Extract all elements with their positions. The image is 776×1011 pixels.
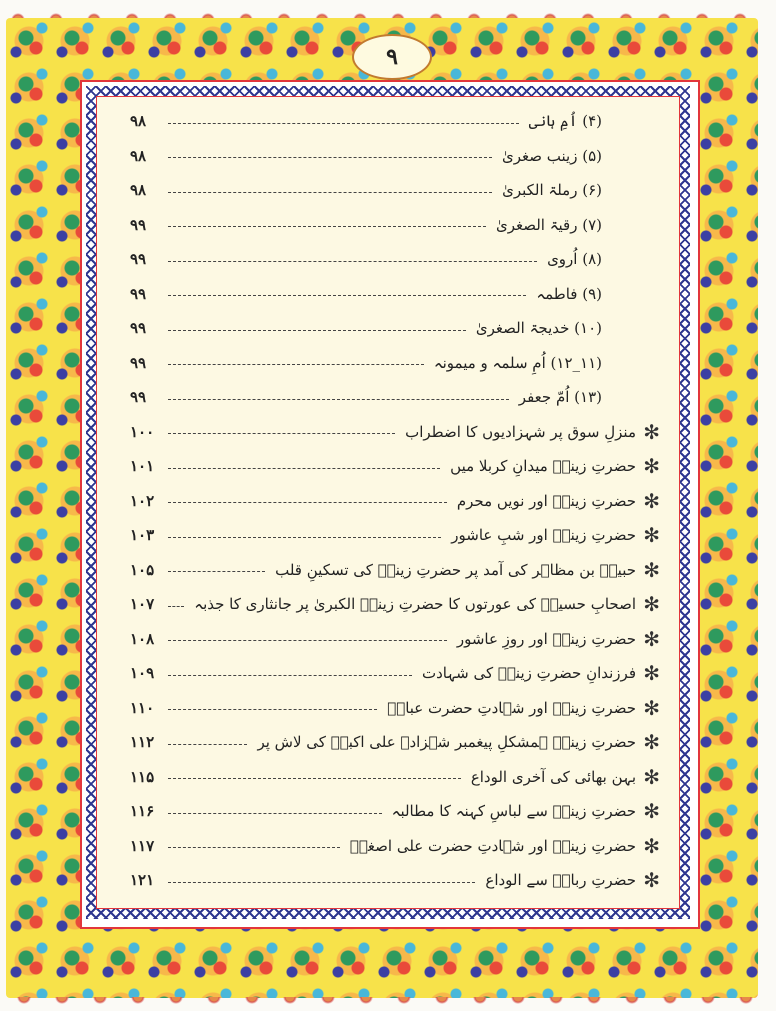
- toc-entry-title: منزلِ سوق پر شہزادیوں کا اضطراب: [405, 422, 636, 441]
- toc-entry-page: ۹۸: [130, 146, 147, 165]
- toc-entry[interactable]: [130, 794, 660, 829]
- dotted-leader: [168, 847, 340, 848]
- dotted-leader: [168, 330, 466, 331]
- toc-entry[interactable]: [130, 346, 660, 381]
- asterisk-bullet-icon: ✻: [643, 592, 660, 617]
- toc-entry[interactable]: [130, 760, 660, 795]
- dotted-leader: [168, 468, 440, 469]
- dotted-leader: [168, 882, 475, 883]
- toc-entry[interactable]: [130, 484, 660, 519]
- toc-entry-page: ۱۰۷: [130, 595, 155, 614]
- dotted-leader: [168, 640, 447, 641]
- toc-entry-title: حضرتِ زینبؑ ہمشکلِ پیغمبر شہزادہ علی اکبرؑ کی لاش پر: [257, 733, 636, 752]
- toc-entry-title: فرزندانِ حضرتِ زینبؑ کی شہادت: [422, 664, 636, 683]
- dotted-leader: [168, 399, 509, 400]
- toc-entry-page: ۱۲۱: [130, 871, 155, 890]
- dotted-leader: [168, 571, 265, 572]
- toc-entry-page: ۱۰۵: [130, 560, 155, 579]
- dotted-leader: [168, 502, 447, 503]
- toc-entry-page: ۹۸: [130, 181, 147, 200]
- dotted-leader: [168, 675, 412, 676]
- dotted-leader: [168, 813, 382, 814]
- toc-entry[interactable]: [130, 242, 660, 277]
- toc-entry-title: (۴) اُمِ ہانی: [528, 112, 602, 131]
- toc-entry-page: ۹۹: [130, 319, 147, 338]
- asterisk-bullet-icon: ✻: [643, 730, 660, 755]
- dotted-leader: [168, 606, 184, 607]
- toc-entry-page: ۹۹: [130, 353, 147, 372]
- dotted-leader: [168, 433, 395, 434]
- toc-entry-title: حضرتِ زینبؑ سے لباسِ کہنہ کا مطالبہ: [391, 802, 636, 821]
- toc-entry[interactable]: [130, 104, 660, 139]
- toc-entry-page: ۱۰۸: [130, 629, 155, 648]
- toc-entry-title: حضرتِ زینبؑ اور شہادتِ حضرت علی اصغرؑ: [349, 836, 636, 855]
- toc-entry[interactable]: [130, 449, 660, 484]
- dotted-leader: [168, 261, 537, 262]
- asterisk-bullet-icon: ✻: [643, 626, 660, 651]
- toc-entry[interactable]: [130, 380, 660, 415]
- asterisk-bullet-icon: ✻: [643, 764, 660, 789]
- toc-entry-page: ۹۹: [130, 388, 147, 407]
- toc-entry-title: (۱۰) خدیجۃ الصغریٰ: [475, 319, 602, 338]
- page-number-medallion: [352, 34, 432, 80]
- toc-entry-page: ۱۱۵: [130, 767, 155, 786]
- asterisk-bullet-icon: ✻: [643, 488, 660, 513]
- toc-entry-page: ۱۱۶: [130, 802, 155, 821]
- toc-entry[interactable]: [130, 863, 660, 898]
- toc-entry-title: (۷) رقیۃ الصغریٰ: [495, 215, 602, 234]
- toc-entry[interactable]: [130, 277, 660, 312]
- asterisk-bullet-icon: ✻: [643, 523, 660, 548]
- asterisk-bullet-icon: ✻: [643, 419, 660, 444]
- toc-entry-page: ۹۹: [130, 250, 147, 269]
- toc-entry-title: (۱۳) اُمّ جعفر: [518, 388, 602, 407]
- toc-entry-title: اصحابِ حسینؑ کی عورتوں کا حضرتِ زینبؑ الکبریٰ پر جانثاری کا جذبہ: [194, 595, 636, 614]
- table-of-contents: [130, 104, 660, 898]
- asterisk-bullet-icon: ✻: [643, 454, 660, 479]
- toc-entry-title: (۶) رملۃ الکبریٰ: [502, 181, 602, 200]
- toc-entry-page: ۱۱۲: [130, 733, 155, 752]
- asterisk-bullet-icon: ✻: [643, 661, 660, 686]
- toc-entry-page: ۹۹: [130, 215, 147, 234]
- toc-entry-page: ۹۹: [130, 284, 147, 303]
- toc-entry-page: ۱۰۹: [130, 664, 155, 683]
- toc-entry-title: حضرتِ زینبؑ اور روزِ عاشور: [456, 629, 636, 648]
- toc-entry[interactable]: [130, 829, 660, 864]
- toc-entry-title: حضرتِ ربابؑ سے الوداع: [485, 871, 636, 890]
- toc-entry-page: ۱۰۰: [130, 422, 155, 441]
- toc-entry-title: حبیبؑ بن مظاہر کی آمد پر حضرتِ زینبؑ کی تسکینِ قلب: [275, 560, 636, 579]
- page-number: ٩: [386, 44, 398, 70]
- asterisk-bullet-icon: ✻: [643, 833, 660, 858]
- toc-entry-page: ۱۰۲: [130, 491, 155, 510]
- toc-entry-title: حضرتِ زینبؑ اور شہادتِ حضرت عباسؑ: [387, 698, 636, 717]
- dotted-leader: [168, 226, 486, 227]
- toc-entry[interactable]: [130, 173, 660, 208]
- toc-entry-page: ۱۱۷: [130, 836, 155, 855]
- asterisk-bullet-icon: ✻: [643, 557, 660, 582]
- dotted-leader: [168, 778, 461, 779]
- toc-entry-title: (۵) زینب صغریٰ: [502, 146, 602, 165]
- toc-entry[interactable]: [130, 139, 660, 174]
- asterisk-bullet-icon: ✻: [643, 868, 660, 893]
- dotted-leader: [168, 295, 526, 296]
- toc-entry-title: (۱۱_۱۲) اُمِ سلمہ و میمونہ: [433, 353, 602, 372]
- toc-entry[interactable]: [130, 311, 660, 346]
- toc-entry-page: ۱۰۳: [130, 526, 155, 545]
- toc-entry[interactable]: [130, 622, 660, 657]
- dotted-leader: [168, 537, 441, 538]
- toc-entry-title: حضرتِ زینبؑ اور نویں محرم: [456, 491, 636, 510]
- toc-entry[interactable]: [130, 208, 660, 243]
- dotted-leader: [168, 192, 492, 193]
- toc-entry[interactable]: [130, 691, 660, 726]
- toc-entry[interactable]: [130, 518, 660, 553]
- toc-entry-title: حضرتِ زینبؑ اور شبِ عاشور: [451, 526, 636, 545]
- toc-entry-title: (۸) اُروی: [547, 250, 602, 269]
- toc-entry[interactable]: [130, 415, 660, 450]
- asterisk-bullet-icon: ✻: [643, 799, 660, 824]
- toc-entry[interactable]: [130, 725, 660, 760]
- ornament-scallop-bottom: [6, 997, 758, 1011]
- dotted-leader: [168, 709, 377, 710]
- dotted-leader: [168, 364, 424, 365]
- toc-entry-title: (۹) فاطمہ: [536, 284, 602, 303]
- toc-entry-title: حضرتِ زینبؑ میدانِ کربلا میں: [450, 457, 636, 476]
- dotted-leader: [168, 123, 519, 124]
- toc-entry[interactable]: [130, 553, 660, 588]
- toc-entry-page: ۹۸: [130, 112, 147, 131]
- toc-entry-title: بہن بھائی کی آخری الوداع: [470, 767, 636, 786]
- toc-entry[interactable]: [130, 587, 660, 622]
- toc-entry-page: ۱۱۰: [130, 698, 155, 717]
- toc-entry-page: ۱۰۱: [130, 457, 155, 476]
- dotted-leader: [168, 744, 247, 745]
- dotted-leader: [168, 157, 492, 158]
- toc-entry[interactable]: [130, 656, 660, 691]
- asterisk-bullet-icon: ✻: [643, 695, 660, 720]
